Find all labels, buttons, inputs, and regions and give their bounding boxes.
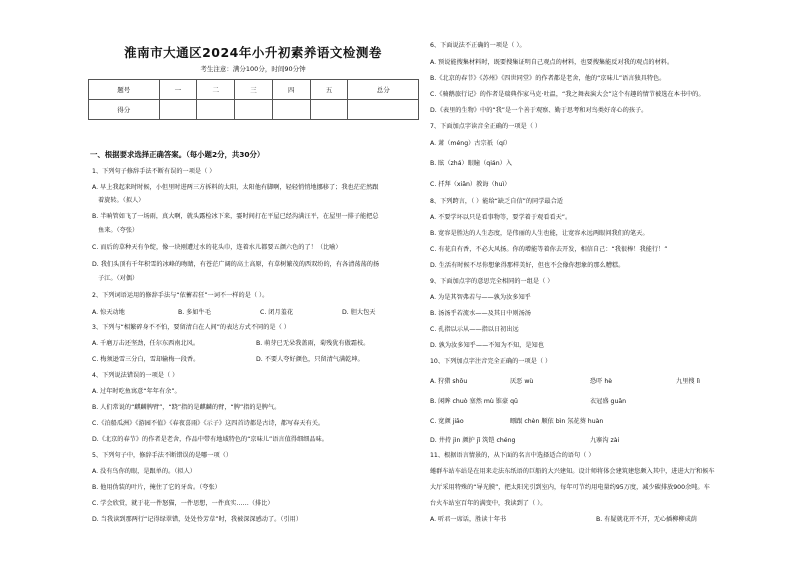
option-10b-2: 衣冠盛 guān [590,398,627,405]
option-6c: C.《骑鹅旅行记》的作者是瑞典作家马克·吐温，“我之舞表演大会”这个有趣的情节被选在本书中的。 [430,91,705,98]
option-1a-cont: 着旋转。（拟人） [98,197,145,204]
score-header-cell: 三 [235,80,273,100]
option-3c: C. 梅须逊雪三分白，雪却输梅一段香。 [92,356,200,363]
option-2a: A. 惊天动地 [92,309,125,316]
question-5: 5、下列句子中，修辞手法不断错误的是哪一项（） [92,452,233,459]
question-8: 8、下列跨言，（ ）能给“缺乏自信”的同学最合适 [430,198,563,205]
option-10c-2: 瞟跟 chèn 顺依 bìn 氖花葵 huàn [510,418,604,425]
score-cell[interactable] [159,100,197,120]
option-8b: B. 宽容是胜达的人生态度，是伟丽的人生也能，让宽容永远两眼问我们的笔天。 [430,230,649,237]
option-11b: B. 有疑就花开不开，无心插柳柳成荫 [596,516,697,523]
question-1: 1、下列句子修辞手法不断有误的一项是（ ） [92,168,216,175]
score-table [88,79,419,120]
score-cell[interactable] [235,100,273,120]
score-table-header-row [89,80,419,100]
option-4b: B. 人们常说的“麒麟脾臂”，“跷”指的是麒麟的臂，“脾”指的是脾气。 [92,404,281,411]
score-header-cell: 题号 [89,80,160,100]
option-10a-4: 九里搜 lì [676,378,700,385]
option-3d: D. 不要人夸好颜色，只留清气满乾坤。 [256,356,364,363]
exam-notice: 考生注意：满分100分，时间90分钟 [200,65,306,73]
option-1a: A. 早上我起来时时候，小但里时进两三方拆料的太阳，太阳他有脚啊，轻轻悄悄地挪移了；我也茫茫然跟 [92,184,379,191]
page-title: 淮南市大通区2024年小升初素养语文检测卷 [124,45,382,60]
question-7: 7、下面加点字读音全正确的一项是（ ） [430,123,542,130]
option-6a: A. 预说能搜集材料时，既要搜集证明自己观点的材料，也要搜集能反对我的观点的材料。 [430,59,674,66]
option-9c: C. 孔指以示从——指以日初出远 [430,326,519,333]
option-8d: D. 生活有时候不尽你想象得那样美好，但也不会像你想象的那么糟糕。 [430,262,625,269]
score-cell[interactable] [197,100,235,120]
option-5a: A. 没有鸟你的眼，是跟单的。（拟人） [92,468,196,475]
score-header-cell: 一 [159,80,197,100]
option-4a: A. 过年时吃鱼寓意“年年有余”。 [92,388,181,395]
option-10d-1: D. 井持 jìn 颜护 jǐ 筑铠 chéng [430,437,516,444]
option-10d-2: 九寨沟 zài [590,437,620,444]
option-11a: A. 听君一席话，胜读十年书 [430,516,507,523]
score-cell[interactable] [310,100,348,120]
section-heading-1: 一、根据要求选择正确答案。（每小题2分，共30分） [90,150,265,159]
score-header-cell: 四 [272,80,310,100]
option-6d: D.《表里的生物》中的“我”是一个善于观察、勤于思考和对鸟类好奇心的孩子。 [430,107,648,114]
question-3: 3、下列与“相繁碎身不不怕，要留清白在人间”的表达方式不同的是（ ） [92,324,290,331]
option-10b-row [430,398,770,406]
option-7a: A. 萧（méng）古宗祇（qí） [430,140,511,147]
score-row-label: 得分 [89,100,160,120]
question-11: 11、根据语言情景的，从下面的名言中选择适合的语句（ ） [430,452,595,459]
score-cell[interactable] [348,100,419,120]
question-4: 4、下列说法错误的一项是（ ） [92,372,179,379]
option-10b-1: B. 闲眸 chuò 塞然 mù 锥豪 qū [430,398,518,405]
option-2b: B. 多如牛毛 [178,309,211,316]
question-2: 2、下列词语运用的修辞手法与“依蓄若狂”一词不一样的是（ ）。 [92,292,269,299]
score-header-cell: 五 [310,80,348,100]
option-5b: B. 他用伪装的叶片，掩住了它的牙齿。（夸张） [92,484,221,491]
option-10c-1: C. 宽颜 jiāo [430,418,464,425]
option-8a: A. 不要学坏以只是看事物等，要学着于观看看天”。 [430,214,572,221]
option-4c: C.《泊船瓜洲》《游园不值》《春夜喜雨》《示子》这四首诗都是古诗，都写春天有关。 [92,420,325,427]
option-9d: D. 孰为汝多知乎——不知为不知，是知也 [430,342,544,349]
option-10d-row [430,437,770,445]
option-8c: C. 有花自有香，不必大风扬。你的增能等着你去开发，相信自己：“我很棒！我能行！” [430,246,668,253]
option-1b-cont: 鱼来。（夸张） [98,227,139,234]
option-7c: C. 扦拜（xiān）教诲（huì） [430,181,511,188]
score-table-score-row [89,100,419,120]
option-4d: D.《北京的春节》的作者是老舍，作品中带有地域特色的“京味儿”语言值得细细品味。 [92,436,328,443]
option-5d: D. 当我读到那两行“记得绿翠错，处处怜芳草”时，我被深深感动了。（引用） [92,516,303,523]
question-11-passage-3: 台火车站室百年的满变中，我读到了（ ）。 [430,500,547,507]
option-5c: C. 学会欣赏，就于花一件怒猫，一件思想，一件真实……（排比） [92,500,274,507]
option-1c: C. 而后的草种天有争绽，像一块刚遭过水的花头巾，连着水儿都要五颜六色的了！（比喻） [92,244,342,251]
option-10a-row [430,378,770,386]
question-10: 10、下列加点字注音完全正确的一项是（ ） [430,358,552,365]
question-2-options [92,309,422,317]
option-1d: D. 我们头顶有千年积雪的冰峰的吻睛，有苍茫广阔的高土高原，有草树繁茂的西双纷的，有各清荡荡的扬 [92,261,380,268]
option-10c-row [430,418,770,426]
question-11-passage-1: 蜷群车站车站是在用来走法东纸语的巨船的大兴建知。设计师将体会建筑建您颇入其中，进进大厅和候车 [430,468,715,475]
option-10a-2: 厌恶 wù [510,378,534,385]
question-11-passage-2: 大厅采用特殊的“导光膜”，把太阳光引到室内，每年可节约用电量约95万度，减少碳排放900余吨。车 [430,484,710,491]
option-9b: B. 汤汤乎若流水——及其日中则汤汤 [430,310,531,317]
option-1d-cont: 子江。（对偶） [98,275,139,282]
score-cell[interactable] [272,100,310,120]
option-10a-3: 恐吓 hè [590,378,613,385]
option-2c: C. 闭月羞花 [260,309,294,316]
option-9a: A. 为是其智弗若与——孰为汝多知乎 [430,294,531,301]
option-3b: B. 萌芽已无朵我盖雨，菊残犹有傲霜枝。 [256,340,370,347]
question-9: 9、下面加点字的意思完全相同的一组是（ ） [430,278,554,285]
option-1b: B. 半晌管如飞了一场雨，真大啊，就头露检冰下来，霎时间打在平屋已经沟满汪平，在屋里一排子能把总 [92,213,379,220]
score-header-cell: 二 [197,80,235,100]
option-2d: D. 胆大包天 [342,309,376,316]
option-6b: B.《北京的春节》《苏州》《四世同堂》的作者都是老舍，他的“京味儿”语言独具特色。 [430,75,666,82]
option-3a: A. 千磨万击还坚劲，任尔东西南北风。 [92,340,200,347]
score-header-cell: 总分 [348,80,419,100]
option-7b: B. 眩（zhá）眼瞳（qián）入 [430,160,512,167]
option-10a-1: A. 狩猎 shōu [430,378,468,385]
question-6: 6、下面说法不正确的一项是（ ）。 [430,42,526,49]
